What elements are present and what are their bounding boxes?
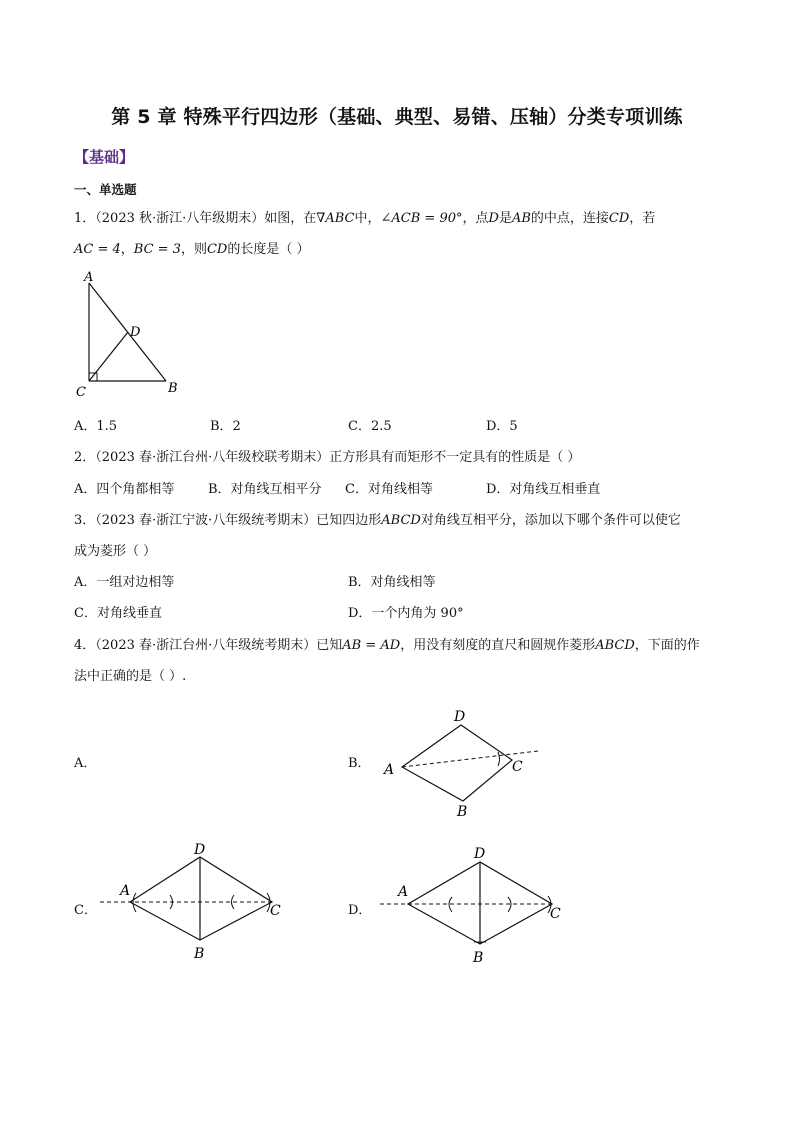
label-a: A <box>384 762 395 778</box>
q2-option-a[interactable]: A．四个角都相等 <box>74 482 175 497</box>
q3-text-post: 对角线互相平分，添加以下哪个条件可以使它 <box>420 513 681 528</box>
q1-triangle: ∇ABC <box>316 211 355 226</box>
label-b: B <box>168 381 178 396</box>
rhombus-b <box>402 725 512 801</box>
q1-text-pre: 1．（2023 秋·浙江·八年级期末）如图，在 <box>74 211 317 226</box>
q1-bc: BC = 3 <box>133 242 181 257</box>
q1-text-mid2: ，点 <box>462 211 489 226</box>
q3-line1 <box>74 509 681 528</box>
q1-text-mid5: ，若 <box>629 211 656 226</box>
label-d: D <box>194 842 206 858</box>
q1-line1 <box>74 207 655 226</box>
q4-equation: AB = AD <box>342 638 401 653</box>
rhombus-c <box>130 857 272 940</box>
q4-figure-d <box>380 844 590 970</box>
q3-option-c[interactable]: C．对角线垂直 <box>74 606 162 621</box>
label-d: D <box>454 709 466 725</box>
label-c: C <box>270 903 281 919</box>
q1-ac: AC = 4 <box>74 242 121 257</box>
q4-figure-b <box>380 704 550 824</box>
q4-option-d[interactable]: D． <box>348 903 372 918</box>
q4-quad: ABCD <box>595 638 635 653</box>
q1-option-d[interactable]: D．5 <box>486 419 518 434</box>
q1-angle: ∠ACB = 90° <box>380 211 463 226</box>
label-c: C <box>512 759 523 775</box>
q1-line2 <box>74 238 309 257</box>
q4-line2: 法中正确的是（ ）. <box>74 669 187 684</box>
segment-cd <box>89 332 128 381</box>
label-c: C <box>76 385 86 400</box>
q2-option-d[interactable]: D．对角线互相垂直 <box>486 482 601 497</box>
q3-option-a[interactable]: A．一组对边相等 <box>74 575 175 590</box>
q4-text-mid: ，用没有刻度的直尺和圆规作菱形 <box>400 638 596 653</box>
label-a: A <box>398 884 409 900</box>
q4-line1 <box>74 634 700 653</box>
q1-text-mid1: 中， <box>354 211 381 226</box>
q1-option-b[interactable]: B．2 <box>210 419 241 434</box>
q2-option-b[interactable]: B．对角线互相平分 <box>208 482 322 497</box>
q2-option-c[interactable]: C．对角线相等 <box>345 482 433 497</box>
q1-sep: ， <box>120 242 134 257</box>
label-d: D <box>130 325 141 340</box>
q1-text-mid3: 是 <box>498 211 512 226</box>
q1-segment-cd: CD <box>608 211 630 226</box>
q1-option-c[interactable]: C．2.5 <box>348 419 392 434</box>
q4-text-pre: 4．（2023 春·浙江台州·八年级统考期末）已知 <box>74 638 343 653</box>
arc-mark-b <box>498 752 500 766</box>
label-b: B <box>194 946 205 962</box>
subhead-single-choice: 一、单选题 <box>74 182 137 197</box>
q1-text-end: 的长度是（ ） <box>227 242 310 257</box>
q3-line2: 成为菱形（ ） <box>74 544 157 559</box>
q4-option-b[interactable]: B． <box>348 756 371 771</box>
q3-option-b[interactable]: B．对角线相等 <box>348 575 436 590</box>
label-a: A <box>120 883 131 899</box>
q4-option-a[interactable]: A． <box>74 756 97 771</box>
q2-text: 2．（2023 春·浙江台州·八年级校联考期末）正方形具有而矩形不一定具有的性质是（ ） <box>74 450 581 465</box>
q1-segment-cd-2: CD <box>206 242 228 257</box>
q1-point-d: D <box>488 211 499 226</box>
q4-option-c[interactable]: C． <box>74 903 97 918</box>
q3-text-pre: 3．（2023 春·浙江宁波·八年级统考期末）已知四边形 <box>74 513 382 528</box>
label-b: B <box>473 950 484 966</box>
page-title: 第 5 章 特殊平行四边形（基础、典型、易错、压轴）分类专项训练 <box>111 106 683 128</box>
q1-triangle-figure <box>74 266 194 400</box>
q1-option-a[interactable]: A．1.5 <box>74 419 118 434</box>
q1-segment-ab: AB <box>511 211 531 226</box>
label-b: B <box>457 804 468 820</box>
section-tag-basic: 【基础】 <box>74 148 135 166</box>
q3-option-d[interactable]: D．一个内角为 90° <box>348 606 464 621</box>
label-a: A <box>84 270 94 285</box>
label-d: D <box>474 846 486 862</box>
q1-text-mid6: ，则 <box>180 242 207 257</box>
q3-quad: ABCD <box>381 513 421 528</box>
q4-text-post: ，下面的作 <box>634 638 700 653</box>
label-c: C <box>550 906 561 922</box>
q4-figure-c <box>92 840 302 966</box>
q1-text-mid4: 的中点，连接 <box>530 211 609 226</box>
